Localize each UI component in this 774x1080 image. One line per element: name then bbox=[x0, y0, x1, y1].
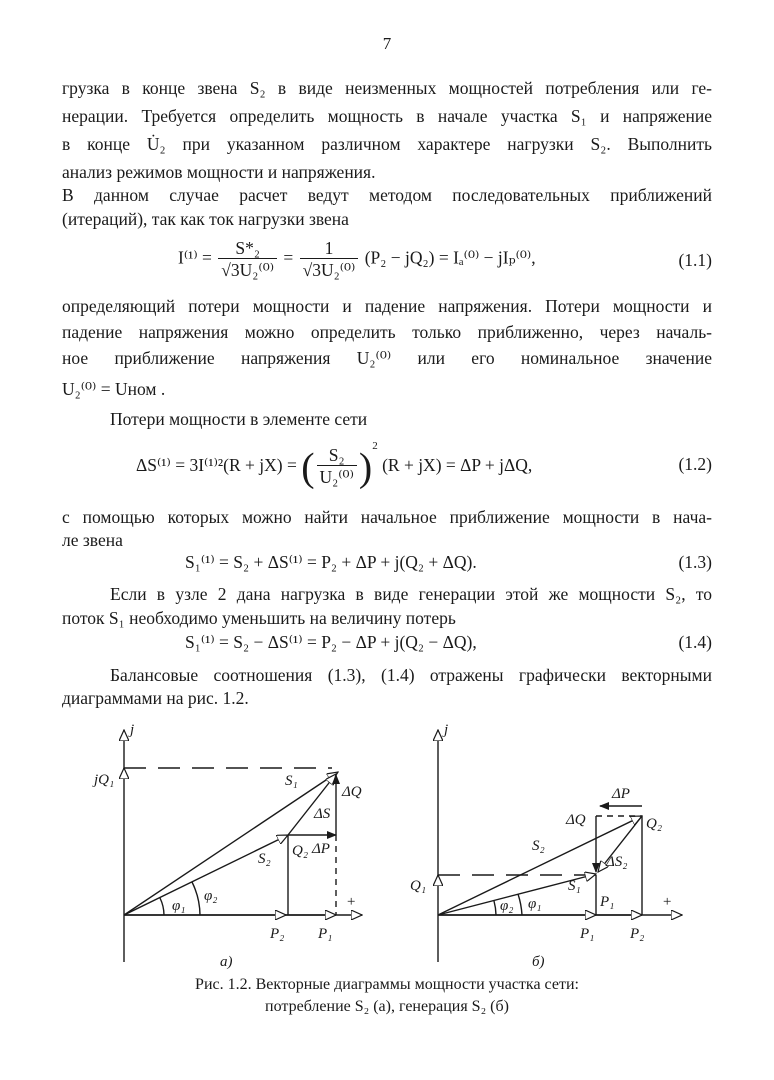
eq1-frac1-denominator: √3U₂⁽⁰⁾ bbox=[221, 260, 275, 280]
vector-diagram-a bbox=[80, 720, 380, 970]
diagram-b-caption: б) bbox=[532, 954, 545, 970]
eq2-frac-numerator: S₂ bbox=[317, 445, 357, 466]
text-line: ное приближение напряжения U₂⁽⁰⁾ или его номинальное значение bbox=[62, 348, 712, 368]
label-q2: Q₂ bbox=[646, 816, 663, 832]
eq2-left-paren: ( bbox=[301, 444, 315, 490]
label-phi2: φ₂ bbox=[204, 888, 218, 904]
label-axis-j: j bbox=[444, 722, 449, 738]
label-axis-plus: + bbox=[662, 894, 673, 910]
eq1-fraction-1 bbox=[218, 238, 277, 281]
equation-number: (1.2) bbox=[678, 454, 712, 474]
text-line: Если в узле 2 дана нагрузка в виде генерации этой же мощности S₂, то bbox=[110, 584, 712, 604]
arc-phi2 bbox=[494, 901, 496, 915]
label-delta-s2: ΔS₂ bbox=[606, 854, 628, 870]
eq2-square: 2 bbox=[372, 440, 378, 452]
eq2-lhs: ΔS⁽¹⁾ = 3I⁽¹⁾²(R + jX) = bbox=[136, 455, 297, 475]
text-line: грузка в конце звена S₂ в виде неизменных мощностей потребления или ге- bbox=[62, 78, 712, 98]
text-line: В данном случае расчет ведут методом последовательных приближений bbox=[62, 185, 712, 205]
label-delta-p: ΔP bbox=[312, 841, 330, 857]
vector-diagram-b bbox=[400, 720, 700, 970]
label-s2: S₂ bbox=[258, 851, 271, 867]
arc-phi1 bbox=[160, 898, 164, 915]
text-line: (итераций), так как ток нагрузки звена bbox=[62, 209, 349, 229]
arc-phi1 bbox=[518, 894, 522, 915]
label-delta-q: ΔQ bbox=[566, 812, 586, 828]
diagram-a-caption: а) bbox=[220, 954, 233, 970]
label-q1: Q₁ bbox=[410, 878, 427, 894]
eq2-frac-denominator: U₂⁽⁰⁾ bbox=[319, 467, 354, 488]
eq1-frac2-denominator: √3U₂⁽⁰⁾ bbox=[302, 260, 356, 280]
text-line: диаграммами на рис. 1.2. bbox=[62, 688, 249, 708]
label-axis-j: j bbox=[130, 722, 135, 738]
eq1-frac1-numerator: S*₂ bbox=[218, 238, 277, 259]
equation-number: (1.4) bbox=[678, 632, 712, 652]
equation-number: (1.1) bbox=[678, 250, 712, 270]
label-s1: S₁ bbox=[568, 878, 581, 894]
label-delta-q: ΔQ bbox=[342, 784, 362, 800]
eq1-fraction-2 bbox=[300, 238, 359, 281]
arc-phi2 bbox=[192, 882, 200, 915]
eq2-fraction bbox=[317, 445, 357, 488]
eq2-right-paren: ) bbox=[358, 444, 373, 490]
label-axis-plus: + bbox=[346, 894, 357, 910]
figure-caption-line1: Рис. 1.2. Векторные диаграммы мощности участка сети: bbox=[195, 976, 579, 993]
eq1-frac2-numerator: 1 bbox=[300, 238, 359, 259]
figure-caption-line2: потребление S₂ (а), генерация S₂ (б) bbox=[265, 998, 509, 1015]
label-s1: S₁ bbox=[285, 773, 298, 789]
equation-1-4: S₁⁽¹⁾ = S₂ − ΔS⁽¹⁾ = P₂ − ΔP + j(Q₂ − ΔQ), bbox=[185, 632, 477, 652]
label-p1-upper: P₁ bbox=[600, 894, 615, 910]
text-line: U₂⁽⁰⁾ = Uном . bbox=[62, 379, 166, 399]
eq1-mid: = bbox=[283, 247, 294, 268]
label-p1: P₁ bbox=[318, 926, 333, 942]
eq1-rhs: (P₂ − jQ₂) = Iₐ⁽⁰⁾ − jIₚ⁽⁰⁾, bbox=[364, 247, 536, 268]
label-p1: P₁ bbox=[580, 926, 595, 942]
equation-1-2 bbox=[136, 440, 532, 490]
equation-number: (1.3) bbox=[678, 552, 712, 572]
text-line: ле звена bbox=[62, 530, 123, 550]
label-jq1: jQ₁ bbox=[94, 772, 115, 788]
page-number: 7 bbox=[382, 34, 392, 53]
text-line: в конце U̇₂ при указанном различном характере нагрузки S₂. Выполнить bbox=[62, 134, 712, 154]
label-phi2: φ₂ bbox=[500, 898, 514, 914]
text-line: анализ режимов мощности и напряжения. bbox=[62, 162, 376, 182]
equation-1-1 bbox=[178, 238, 536, 281]
label-p2: P₂ bbox=[630, 926, 645, 942]
label-q2: Q₂ bbox=[292, 843, 309, 859]
eq1-lhs: I⁽¹⁾ = bbox=[178, 247, 212, 268]
text-line: нерации. Требуется определить мощность в начале участка S₁ и напряжение bbox=[62, 106, 712, 126]
equation-1-3: S₁⁽¹⁾ = S₂ + ΔS⁽¹⁾ = P₂ + ΔP + j(Q₂ + ΔQ). bbox=[185, 552, 477, 572]
label-delta-p: ΔP bbox=[612, 786, 630, 802]
label-p2: P₂ bbox=[270, 926, 285, 942]
eq2-rhs: (R + jX) = ΔP + jΔQ, bbox=[382, 455, 533, 475]
text-line: Балансовые соотношения (1.3), (1.4) отражены графически векторными bbox=[110, 665, 712, 685]
label-delta-s: ΔS bbox=[314, 806, 331, 822]
label-phi1: φ₁ bbox=[528, 896, 542, 912]
text-line: с помощью которых можно найти начальное приближение мощности в нача- bbox=[62, 507, 712, 527]
label-s2: S₂ bbox=[532, 838, 545, 854]
label-phi1: φ₁ bbox=[172, 898, 186, 914]
text-line: Потери мощности в элементе сети bbox=[110, 409, 368, 429]
text-line: падение напряжения можно определить только приближенно, через началь- bbox=[62, 322, 712, 342]
text-line: поток S₁ необходимо уменьшить на величину потерь bbox=[62, 608, 456, 628]
text-line: определяющий потери мощности и падение напряжения. Потери мощности и bbox=[62, 296, 712, 316]
